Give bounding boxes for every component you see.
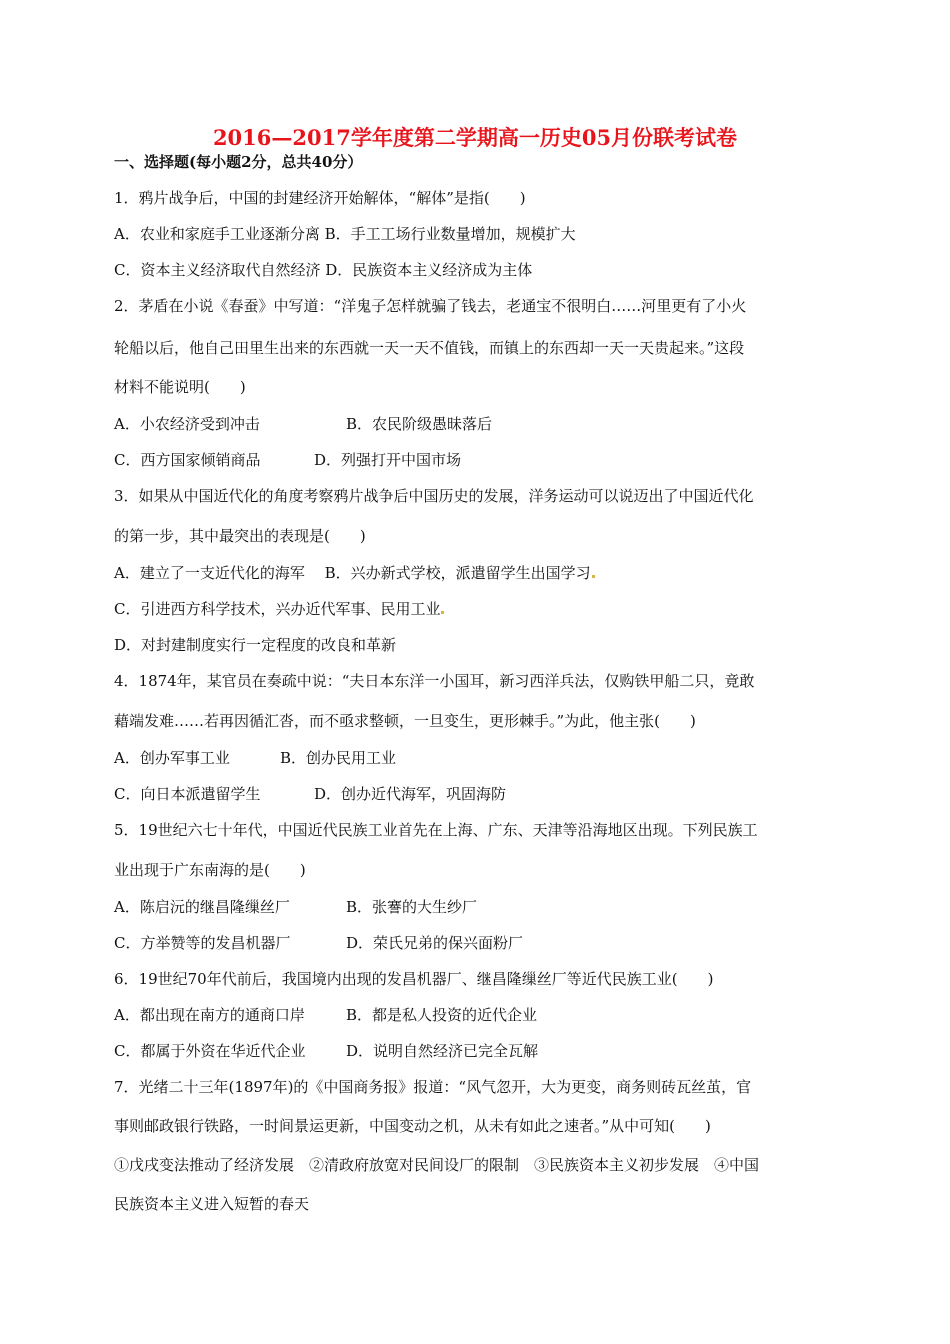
question-5-option-d: D．荣氏兄弟的保兴面粉厂	[346, 934, 524, 952]
question-3-option-c	[114, 599, 444, 619]
question-2-option-d: D．列强打开中国市场	[314, 451, 462, 469]
mark-dot	[592, 575, 595, 578]
question-3-options-ab	[114, 563, 595, 583]
question-2-stem-line1: 2．茅盾在小说《春蚕》中写道：“洋鬼子怎样就骗了钱去，老通宝不很明白……河里更有了小火	[114, 297, 747, 315]
question-4-stem-line1: 4．1874年，某官员在奏疏中说：“夫日本东洋一小国耳，新习西洋兵法，仅购铁甲船二只，竟敢	[114, 672, 755, 690]
question-7-options-line1: ①戊戌变法推动了经济发展 ②清政府放宽对民间设厂的限制 ③民族资本主义初步发展 ④中国	[114, 1156, 760, 1174]
question-3-stem-line2: 的第一步，其中最突出的表现是( )	[114, 527, 366, 545]
question-1-options-ab: A．农业和家庭手工业逐渐分离 B．手工工场行业数量增加，规模扩大	[114, 225, 576, 243]
question-3-option-c-text: C．引进西方科学技术，兴办近代军事、民用工业	[114, 600, 441, 618]
question-7-stem-line2: 事则邮政银行铁路，一时间景运更新，中国变动之机，从未有如此之速者。”从中可知( )	[114, 1117, 711, 1135]
question-1-options-cd: C．资本主义经济取代自然经济 D．民族资本主义经济成为主体	[114, 261, 533, 279]
question-6-option-b: B．都是私人投资的近代企业	[346, 1006, 538, 1024]
question-2-option-b: B．农民阶级愚昧落后	[346, 415, 493, 433]
section-heading: 一、选择题(每小题2分，总共40分）	[114, 153, 363, 171]
question-3-options-ab-text: A．建立了一支近代化的海军 B．兴办新式学校，派遣留学生出国学习	[114, 564, 591, 582]
question-5-option-b: B．张謇的大生纱厂	[346, 898, 478, 916]
question-2-stem-line3: 材料不能说明( )	[114, 378, 246, 396]
question-5-stem-line2: 业出现于广东南海的是( )	[114, 861, 306, 879]
question-1-stem: 1．鸦片战争后，中国的封建经济开始解体，“解体”是指( )	[114, 189, 526, 207]
question-7-stem-line1: 7．光绪二十三年(1897年)的《中国商务报》报道：“风气忽开，大为更变，商务则砖瓦丝茧，官	[114, 1078, 752, 1096]
question-6-stem: 6．19世纪70年代前后，我国境内出现的发昌机器厂、继昌隆缫丝厂等近代民族工业( )	[114, 970, 714, 988]
question-5-option-c: C．方举赞等的发昌机器厂	[114, 934, 291, 952]
question-4-option-b: B．创办民用工业	[280, 749, 397, 767]
question-6-option-d: D．说明自然经济已完全瓦解	[346, 1042, 539, 1060]
exam-title: 2016—2017学年度第二学期高一历史05月份联考试卷	[212, 125, 738, 150]
question-5-stem-line1: 5．19世纪六七十年代，中国近代民族工业首先在上海、广东、天津等沿海地区出现。下列民族工	[114, 821, 758, 839]
question-4-option-d: D．创办近代海军，巩固海防	[314, 785, 507, 803]
question-7-options-line2: 民族资本主义进入短暂的春天	[114, 1195, 310, 1213]
question-5-option-a: A．陈启沅的继昌隆缫丝厂	[114, 898, 290, 916]
question-2-stem-line2: 轮船以后，他自己田里生出来的东西就一天一天不值钱，而镇上的东西却一天一天贵起来。”这段	[114, 339, 745, 357]
question-6-option-a: A．都出现在南方的通商口岸	[114, 1006, 305, 1024]
question-3-stem-line1: 3．如果从中国近代化的角度考察鸦片战争后中国历史的发展，洋务运动可以说迈出了中国近代化	[114, 487, 754, 505]
question-4-stem-line2: 藉端发难……若再因循汇沓，而不亟求整顿，一旦变生，更形棘手。”为此，他主张( )	[114, 712, 696, 730]
question-6-option-c: C．都属于外资在华近代企业	[114, 1042, 306, 1060]
question-3-option-d: D．对封建制度实行一定程度的改良和革新	[114, 636, 397, 654]
question-2-option-c: C．西方国家倾销商品	[114, 451, 261, 469]
mark-dot	[441, 611, 444, 614]
question-4-option-c: C．向日本派遣留学生	[114, 785, 261, 803]
question-2-option-a: A．小农经济受到冲击	[114, 415, 260, 433]
question-4-option-a: A．创办军事工业	[114, 749, 230, 767]
